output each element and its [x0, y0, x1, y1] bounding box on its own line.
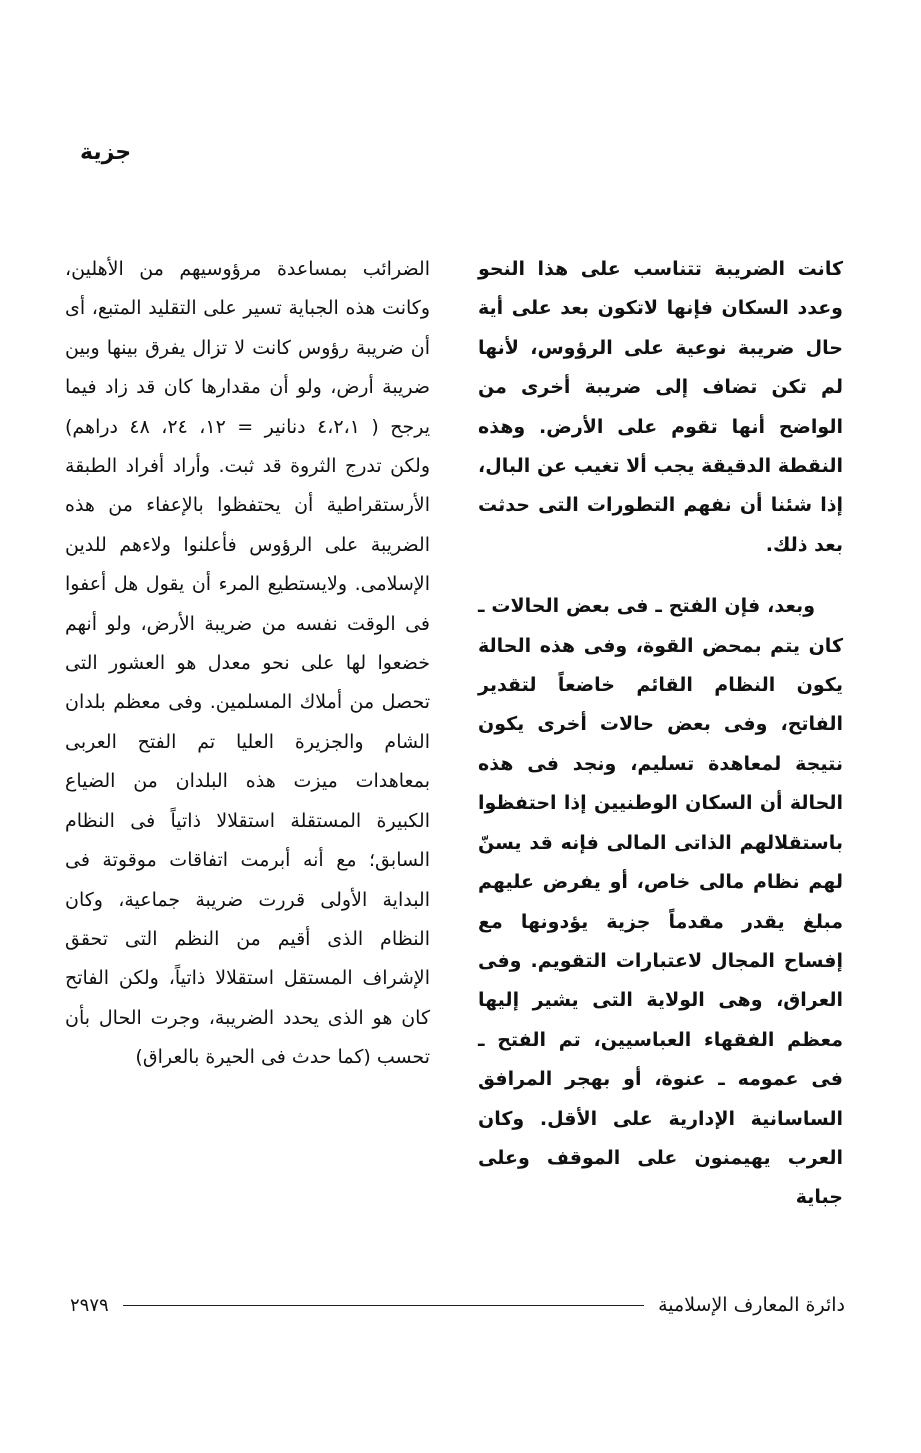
footer-divider [123, 1305, 644, 1306]
footer-page-number: ٢٩٧٩ [70, 1294, 109, 1316]
left-column [65, 250, 430, 1078]
right-paragraph-1: كانت الضريبة تتناسب على هذا النحو وعدد السكان فإنها لاتكون بعد على أية حال ضريبة نوعية على الرؤوس، لأنها لم تكن تضاف إلى ضريبة أخرى من الواضح أنها تقوم على الأرض. وهذه النقطة الدقيقة يجب ألا تغيب عن البال، إذا شئنا أن نفهم التطورات التى حدثت بعد ذلك. [478, 258, 843, 556]
page-title: جزية [80, 140, 132, 165]
right-column [478, 250, 843, 1218]
right-paragraph-2: وبعد، فإن الفتح ـ فى بعض الحالات ـ كان يتم بمحض القوة، وفى هذه الحالة يكون النظام القائم خاضعاً لتقدير الفاتح، وفى بعض حالات أخرى يكون نتيجة لمعاهدة تسليم، ونجد فى هذه الحالة أن السكان الوطنيين إذا احتفظوا باستقلالهم الذاتى المالى فإنه قد يسنّ لهم نظام مالى خاص، أو يفرض عليهم مبلغ يقدر مقدماً جزية يؤدونها مع إفساح المجال لاعتبارات التقويم. وفى العراق، وهى الولاية التى يشير إليها معظم الفقهاء العباسيين، تم الفتح ـ فى عمومه ـ عنوة، أو بهجر المرافق الساسانية الإدارية على الأقل. وكان العرب يهيمنون على الموقف وعلى جباية [478, 595, 843, 1209]
footer-publication-title: دائرة المعارف الإسلامية [658, 1294, 845, 1316]
page-footer [70, 1290, 845, 1320]
left-paragraph-1: الضرائب بمساعدة مرؤوسيهم من الأهلين، وكانت هذه الجباية تسير على التقليد المتبع، أى أن ضريبة رؤوس كانت لا تزال يفرق بينها وبين ضريبة أرض، ولو أن مقدارها كان قد زاد فيما يرجح ( ٤،٢،١ دنانير = ١٢، ٢٤، ٤٨ دراهم) ولكن تدرج الثروة قد ثبت. وأراد أفراد الطبقة الأرستقراطية أن يحتفظوا بالإعفاء من هذه الضريبة على الرؤوس فأعلنوا ولاءهم للدين الإسلامى. ولايستطيع المرء أن يقول هل أعفوا فى الوقت نفسه من ضريبة الأرض، ولو أنهم خضعوا لها على نحو معدل هو العشور التى تحصل من أملاك المسلمين. وفى معظم بلدان الشام والجزيرة العليا تم الفتح العربى بمعاهدات ميزت هذه البلدان من الضياع الكبيرة المستقلة استقلالا ذاتياً فى النظام السابق؛ مع أنه أبرمت اتفاقات موقوتة فى البداية الأولى قررت ضريبة جماعية، وكان النظام الذى أقيم من النظم التى تحقق الإشراف المستقل استقلالا ذاتياً، ولكن الفاتح كان هو الذى يحدد الضريبة، وجرت الحال بأن تحسب (كما حدث فى الحيرة بالعراق) [65, 258, 430, 1069]
